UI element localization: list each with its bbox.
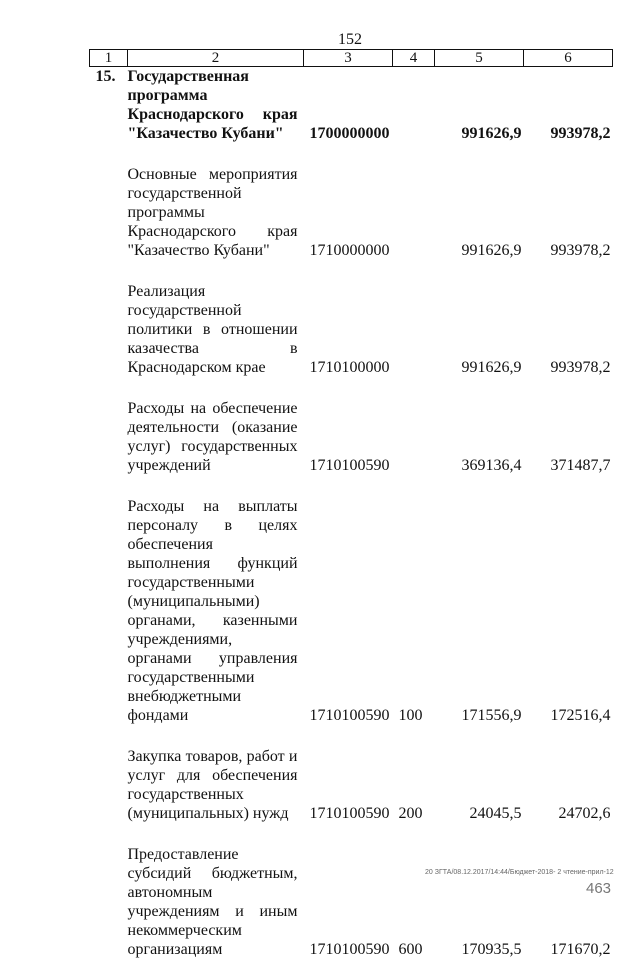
table-row — [90, 399, 613, 477]
row-amount-1: 24045,5 — [469, 805, 522, 822]
row-expense-type — [393, 399, 435, 477]
column-header-2: 2 — [128, 50, 304, 67]
row-amount-1: 171556,9 — [461, 707, 522, 724]
row-amount-2: 171670,2 — [550, 941, 611, 958]
row-number — [90, 399, 128, 477]
table-row — [90, 845, 613, 961]
row-code: 1710100590 — [309, 941, 390, 958]
row-number — [90, 282, 128, 379]
row-code: 1710100000 — [309, 359, 390, 376]
row-amount-1: 991626,9 — [461, 125, 522, 142]
row-number — [90, 747, 128, 825]
row-code: 1700000000 — [309, 125, 390, 142]
column-header-1: 1 — [90, 50, 128, 67]
row-code: 1710100590 — [309, 805, 390, 822]
row-amount-2: 24702,6 — [558, 805, 611, 822]
row-expense-type — [393, 282, 435, 379]
footer-stamp: 20 ЗГТА/08.12.2017/14:44/Бюджет-2018- 2 чтение-прил-12 — [425, 869, 614, 876]
row-name: Расходы на выплаты персоналу в целях обеспечения выполнения функций государственными (муниципальными) органами, казенными учреждениями, органами управления государственными внебюджетными фондами — [127, 498, 298, 724]
row-amount-1: 991626,9 — [461, 359, 522, 376]
row-name: Закупка товаров, работ и услуг для обеспечения государственных (муниципальных) нужд — [127, 748, 298, 822]
column-header-5: 5 — [435, 50, 524, 67]
row-amount-1: 991626,9 — [461, 242, 522, 259]
row-amount-2: 993978,2 — [550, 125, 611, 142]
column-header-3: 3 — [304, 50, 393, 67]
table-row — [90, 165, 613, 262]
table-row — [90, 747, 613, 825]
row-code: 1710100590 — [309, 457, 390, 474]
row-amount-1: 369136,4 — [461, 457, 522, 474]
column-header-6: 6 — [524, 50, 613, 67]
row-code: 1710100590 — [309, 707, 390, 724]
page-number: 152 — [338, 31, 362, 48]
row-expense-type: 600 — [398, 941, 423, 958]
budget-table — [89, 49, 613, 961]
footer-page-number: 463 — [586, 880, 612, 897]
row-number — [90, 497, 128, 727]
row-expense-type — [393, 165, 435, 262]
row-name: Расходы на обеспечение деятельности (оказание услуг) государственных учреждений — [127, 400, 298, 474]
row-code: 1710000000 — [309, 242, 390, 259]
row-amount-2: 993978,2 — [550, 242, 611, 259]
row-number: 15. — [95, 68, 116, 85]
row-name: Государственная программа Краснодарского края "Казачество Кубани" — [127, 68, 298, 142]
row-amount-2: 993978,2 — [550, 359, 611, 376]
column-header-4: 4 — [393, 50, 435, 67]
row-expense-type: 200 — [398, 805, 423, 822]
row-amount-2: 172516,4 — [550, 707, 611, 724]
row-name: Предоставление субсидий бюджетным, автономным учреждениям и иным некоммерческим организациям — [127, 846, 298, 958]
row-amount-2: 371487,7 — [550, 457, 611, 474]
row-amount-1: 170935,5 — [461, 941, 522, 958]
row-name: Основные мероприятия государственной программы Краснодарского края "Казачество Кубани" — [127, 166, 298, 259]
table-row — [90, 282, 613, 379]
row-expense-type: 100 — [398, 707, 423, 724]
column-header-row — [90, 50, 613, 67]
row-number — [90, 845, 128, 961]
table-row — [90, 67, 613, 146]
row-name: Реализация государственной политики в отношении казачества в Краснодарском крае — [127, 283, 298, 376]
table-row — [90, 497, 613, 727]
row-number — [90, 165, 128, 262]
row-expense-type — [393, 67, 435, 146]
